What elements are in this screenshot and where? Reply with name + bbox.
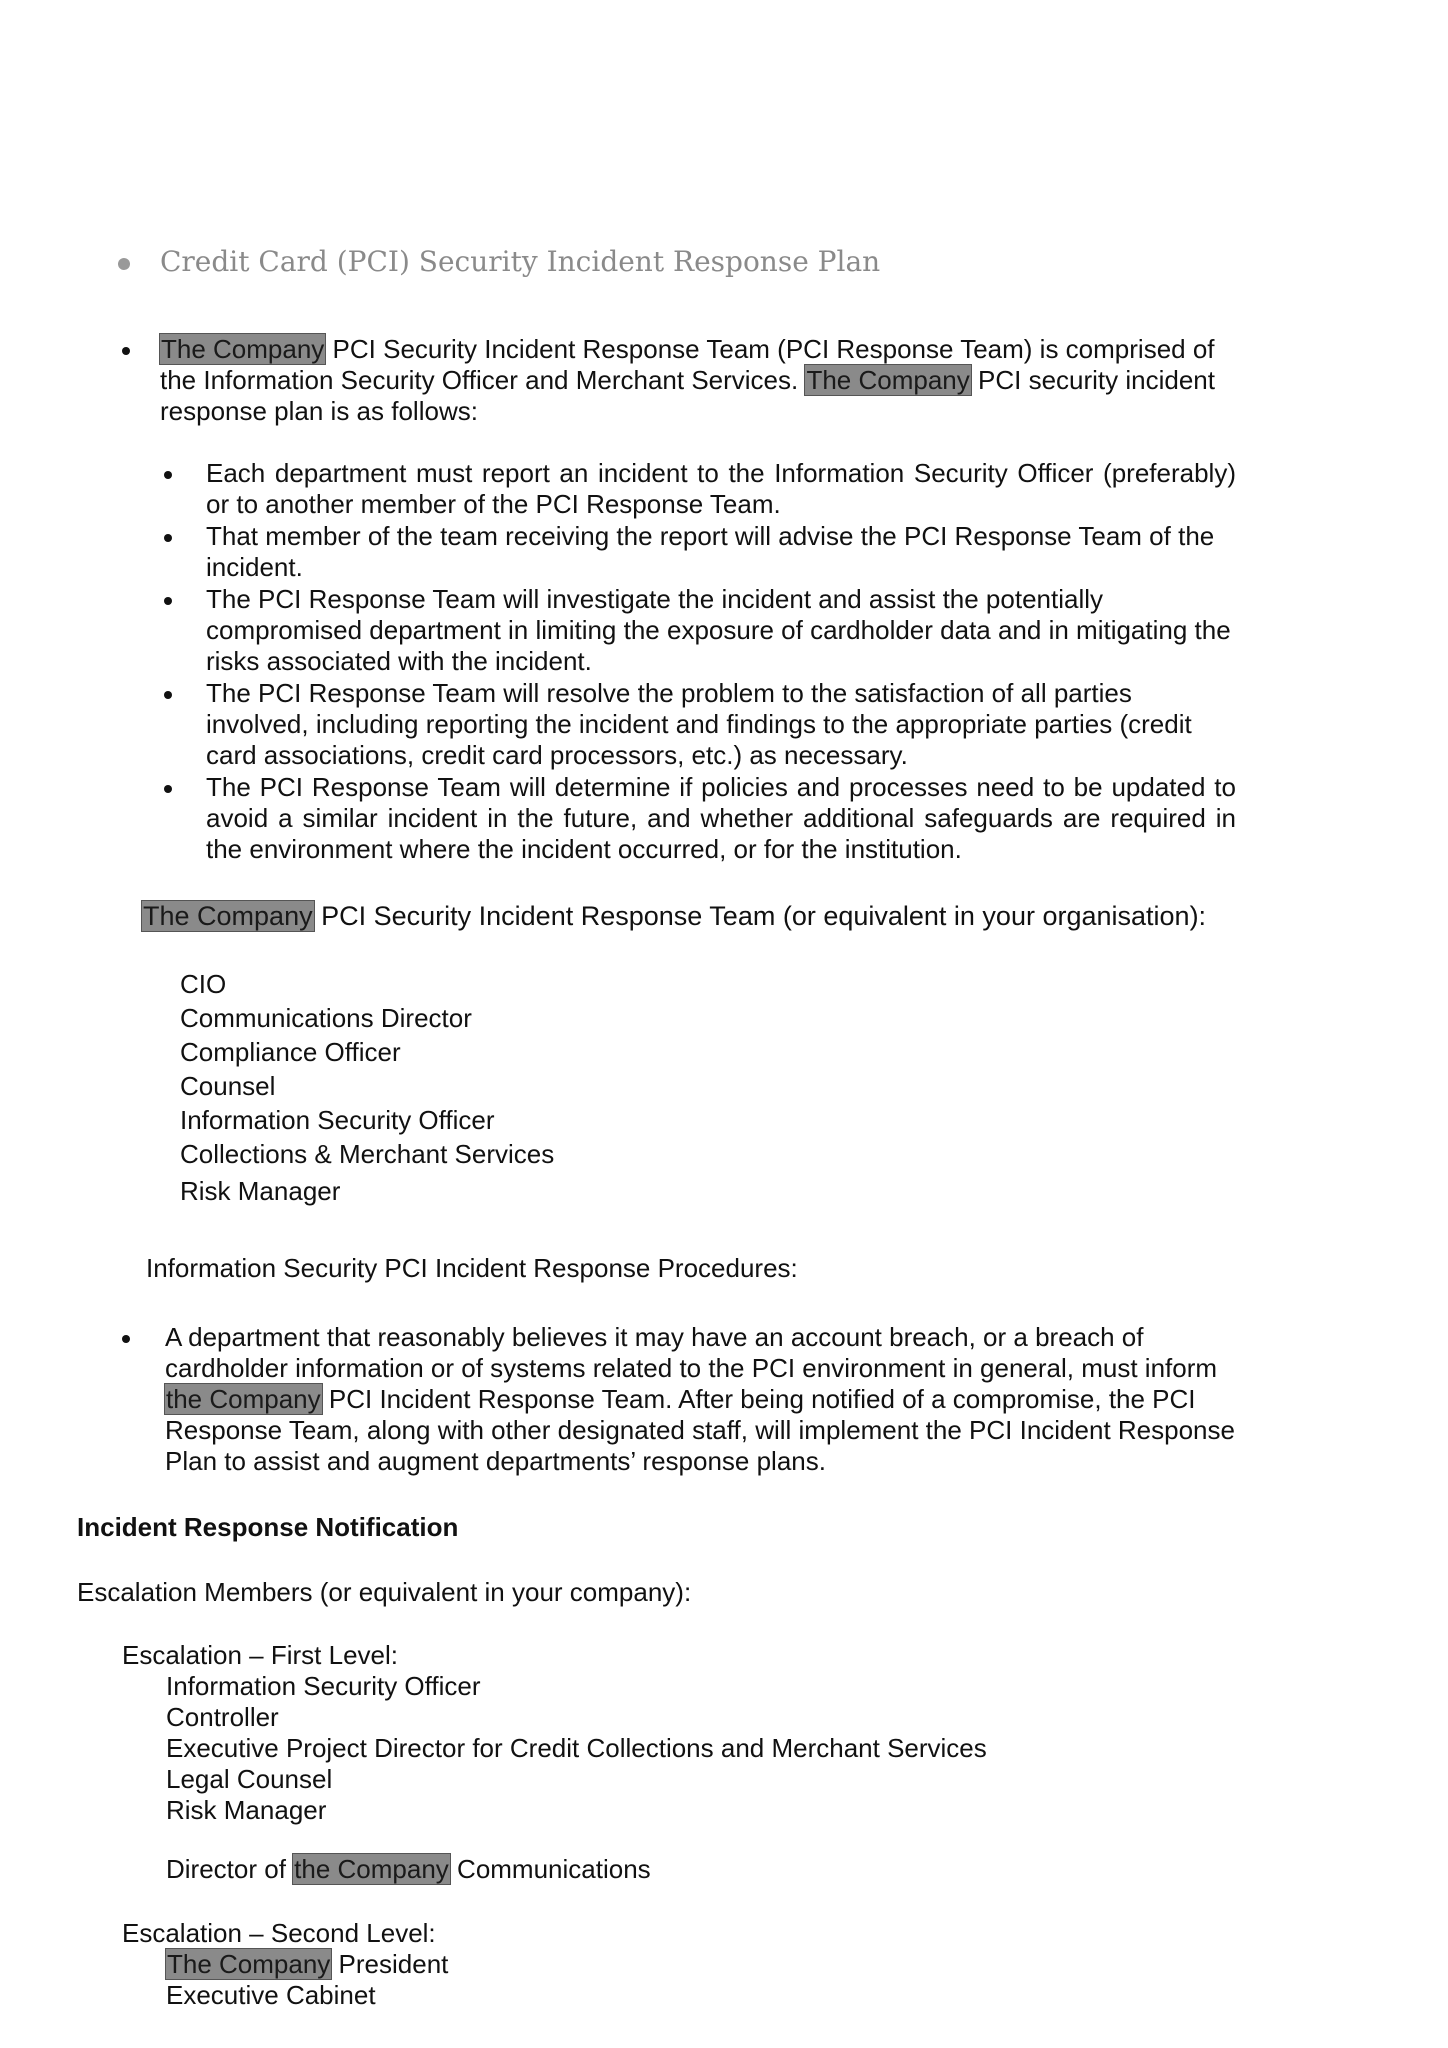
bullet-icon	[164, 785, 172, 793]
list-item: The PCI Response Team will investigate the incident and assist the potentially compromised department in limiting the exposure of cardholder data and in mitigating the risks associated with the incident.	[206, 584, 1236, 677]
team-members-list	[180, 967, 554, 1208]
procedures-heading: Information Security PCI Incident Response Procedures:	[146, 1253, 798, 1283]
escalation-second-level-label: Escalation – Second Level:	[122, 1918, 436, 1948]
list-item: Counsel	[180, 1071, 276, 1101]
intro-paragraph	[160, 334, 1240, 427]
bullet-icon	[122, 347, 130, 355]
list-item: Collections & Merchant Services	[180, 1139, 555, 1169]
intro-text-1: PCI Security Incident Response Team (PCI Response Team) is comprised of the Information Security Officer and Merchant Services.	[160, 334, 1215, 395]
bullet-icon	[164, 597, 172, 605]
redaction-highlight: The Company	[161, 334, 325, 364]
redaction-highlight: the Company	[166, 1384, 321, 1414]
list-item: Executive Cabinet	[166, 1980, 376, 2010]
list-item: Each department must report an incident to the Information Security Officer (preferably) or to another member of the PCI Response Team.	[206, 458, 1236, 520]
redaction-highlight: The Company	[143, 901, 313, 931]
escalation-first-level-label: Escalation – First Level:	[122, 1640, 399, 1670]
list-item: The PCI Response Team will resolve the problem to the satisfaction of all parties involved, including reporting the incident and findings to the appropriate parties (credit card associations, credit card processors, etc.) as necessary.	[206, 678, 1236, 771]
escalation-members-heading: Escalation Members (or equivalent in your company):	[77, 1577, 692, 1607]
team-heading: The Company PCI Security Incident Response Team (or equivalent in your organisation):	[143, 901, 1207, 931]
list-item: The Company President	[167, 1949, 449, 1979]
list-item: Legal Counsel	[166, 1764, 333, 1794]
list-item: CIO	[180, 969, 227, 999]
title-bullet-icon	[118, 258, 130, 270]
bullet-icon	[164, 534, 172, 542]
list-item: Risk Manager	[166, 1795, 327, 1825]
director-line: Director of the Company Communications	[166, 1854, 651, 1884]
redaction-highlight: The Company	[167, 1949, 331, 1979]
procedures-paragraph: A department that reasonably believes it may have an account breach, or a breach of cardholder information or of systems related to the PCI environment in general, must inform the Company PCI Incident Response Team. After being notified of a compromise, the PCI Response Team, along with other designated staff, will implement the PCI Incident Response Plan to assist and augment departments’ response plans.	[165, 1322, 1245, 1477]
intro-text-2: PCI security incident response plan is as follows:	[160, 365, 1215, 426]
list-item: Controller	[166, 1702, 279, 1732]
redaction-highlight: the Company	[294, 1854, 449, 1884]
list-item: That member of the team receiving the report will advise the PCI Response Team of the incident.	[206, 521, 1236, 583]
section-heading: Incident Response Notification	[77, 1512, 459, 1542]
bullet-icon	[164, 471, 172, 479]
list-item: Communications Director	[180, 1003, 472, 1033]
response-steps-list	[206, 458, 1236, 866]
first-level-members-list	[166, 1671, 987, 1826]
list-item: Compliance Officer	[180, 1037, 401, 1067]
list-item: Information Security Officer	[180, 1105, 495, 1135]
list-item: Executive Project Director for Credit Collections and Merchant Services	[166, 1733, 987, 1763]
bullet-icon	[122, 1335, 130, 1343]
bullet-icon	[164, 691, 172, 699]
list-item: Risk Manager	[180, 1176, 341, 1206]
redaction-highlight: The Company	[806, 365, 970, 395]
list-item: The PCI Response Team will determine if policies and processes need to be updated to avoid a similar incident in the future, and whether additional safeguards are required in the environment where the incident occurred, or for the institution.	[206, 772, 1236, 865]
list-item: Information Security Officer	[166, 1671, 481, 1701]
second-level-members-list	[166, 1949, 448, 2011]
